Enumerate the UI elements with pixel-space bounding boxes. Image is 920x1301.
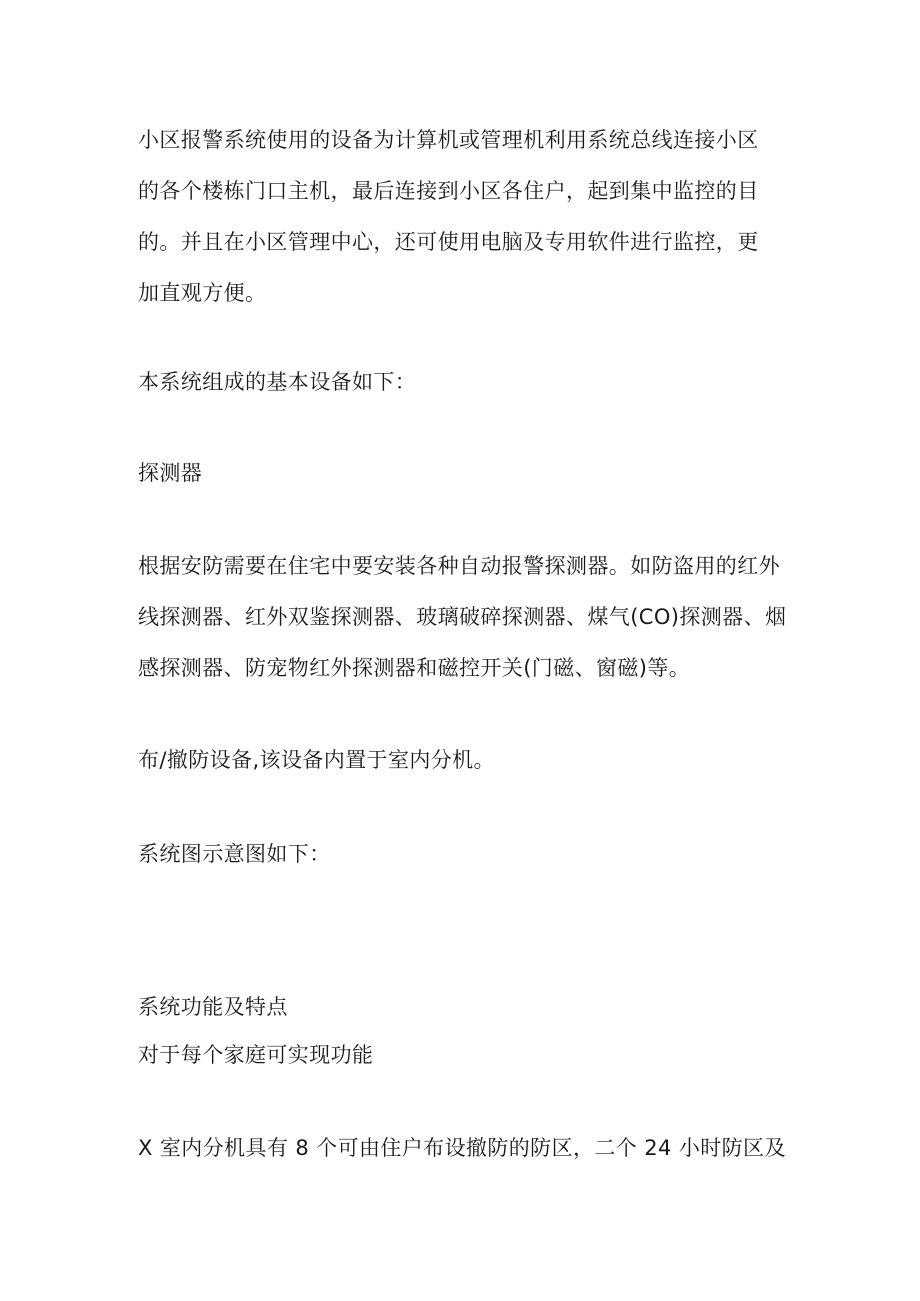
text-line: 系统功能及特点 xyxy=(138,995,288,1019)
text-line: 探测器 xyxy=(138,461,203,485)
text-line: 布/撤防设备,该设备内置于室内分机。 xyxy=(138,748,495,772)
text-line: 的。并且在小区管理中心，还可使用电脑及专用软件进行监控，更 xyxy=(138,230,759,254)
text-line: 加直观方便。 xyxy=(138,281,267,305)
text-line: 本系统组成的基本设备如下： xyxy=(138,370,417,394)
text-line: 系统图示意图如下： xyxy=(138,842,331,866)
detector-paragraph xyxy=(138,541,788,694)
text-line: 小区报警系统使用的设备为计算机或管理机利用系统总线连接小区 xyxy=(138,128,759,152)
indoor-unit-paragraph xyxy=(138,1123,788,1174)
text-line: 感探测器、防宠物红外探测器和磁控开关(门磁、窗磁)等。 xyxy=(138,656,691,680)
text-line: 对于每个家庭可实现功能 xyxy=(138,1043,374,1067)
arm-disarm-paragraph xyxy=(138,735,788,786)
basic-equipment-paragraph xyxy=(138,357,788,408)
detector-heading xyxy=(138,448,788,499)
text-line: X 室内分机具有 8 个可由住户布设撤防的防区，二个 24 小时防区及 xyxy=(138,1136,786,1160)
text-line: 的各个楼栋门口主机，最后连接到小区各住户，起到集中监控的目 xyxy=(138,179,759,203)
household-functions-heading xyxy=(138,1030,788,1081)
intro-paragraph xyxy=(138,115,788,319)
diagram-caption xyxy=(138,829,788,880)
text-line: 线探测器、红外双鉴探测器、玻璃破碎探测器、煤气(CO)探测器、烟 xyxy=(138,605,787,629)
features-heading xyxy=(138,982,788,1033)
text-line: 根据安防需要在住宅中要安装各种自动报警探测器。如防盗用的红外 xyxy=(138,554,780,578)
